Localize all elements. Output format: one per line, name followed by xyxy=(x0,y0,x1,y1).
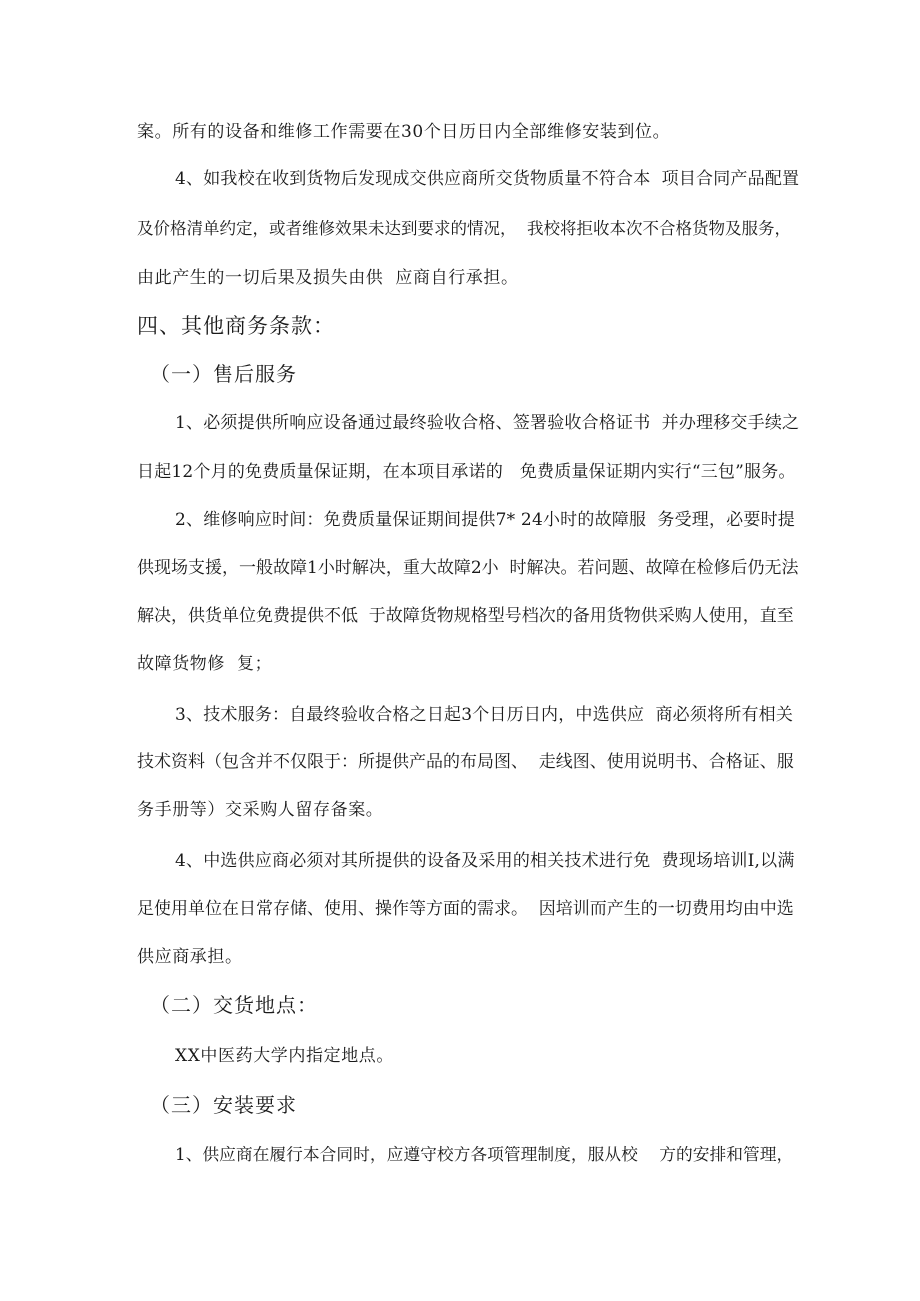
text-line: 技术资料（包含并不仅限于：所提供产品的布局图、 走线图、使用说明书、合格证、服 xyxy=(137,752,794,772)
text-line: 1、必须提供所响应设备通过最终验收合格、签署验收合格证书 并办理移交手续之 xyxy=(175,413,800,433)
text-line: XX中医药大学内指定地点。 xyxy=(175,1046,395,1066)
text-line: 故障货物修 复； xyxy=(137,654,273,674)
subsection-heading: （一）售后服务 xyxy=(150,362,297,386)
text-line: 3、技术服务：自最终验收合格之日起3个日历日内，中选供应 商必须将所有相关 xyxy=(175,705,794,725)
text-line: 1、供应商在履行本合同时，应遵守校方各项管理制度，服从校 方的安排和管理， xyxy=(175,1144,794,1164)
text-line: 足使用单位在日常存储、使用、操作等方面的需求。 因培训而产生的一切费用均由中选 xyxy=(137,899,794,919)
text-line: 4、中选供应商必须对其所提供的设备及采用的相关技术进行免 费现场培训I,以满 xyxy=(175,851,795,871)
section-heading: 四、其他商务条款： xyxy=(137,314,335,338)
subsection-heading: （二）交货地点： xyxy=(150,993,318,1017)
text-line: 日起12个月的免费质量保证期，在本项目承诺的 免费质量保证期内实行“三包”服务。 xyxy=(137,462,796,482)
text-line: 供现场支援，一般故障1小时解决，重大故障2小 时解决。若问题、故障在检修后仍无法 xyxy=(137,558,799,578)
text-line: 案。所有的设备和维修工作需要在30个日历日内全部维修安装到位。 xyxy=(137,122,671,142)
text-line: 2、维修响应时间：免费质量保证期间提供7* 24小时的故障服 务受理，必要时提 xyxy=(175,510,795,530)
text-line: 供应商承担。 xyxy=(137,947,243,967)
text-line: 及价格清单约定，或者维修效果未达到要求的情况， 我校将拒收本次不合格货物及服务， xyxy=(137,219,791,238)
text-line: 4、如我校在收到货物后发现成交供应商所交货物质量不符合本 项目合同产品配置 xyxy=(175,169,800,189)
text-line: 由此产生的一切后果及损失由供 应商自行承担。 xyxy=(137,268,519,288)
subsection-heading: （三）安装要求 xyxy=(150,1093,297,1117)
text-line: 务手册等）交采购人留存备案。 xyxy=(137,800,384,820)
text-line: 解决，供货单位免费提供不低 于故障货物规格型号档次的备用货物供采购人使用，直至 xyxy=(137,606,794,626)
